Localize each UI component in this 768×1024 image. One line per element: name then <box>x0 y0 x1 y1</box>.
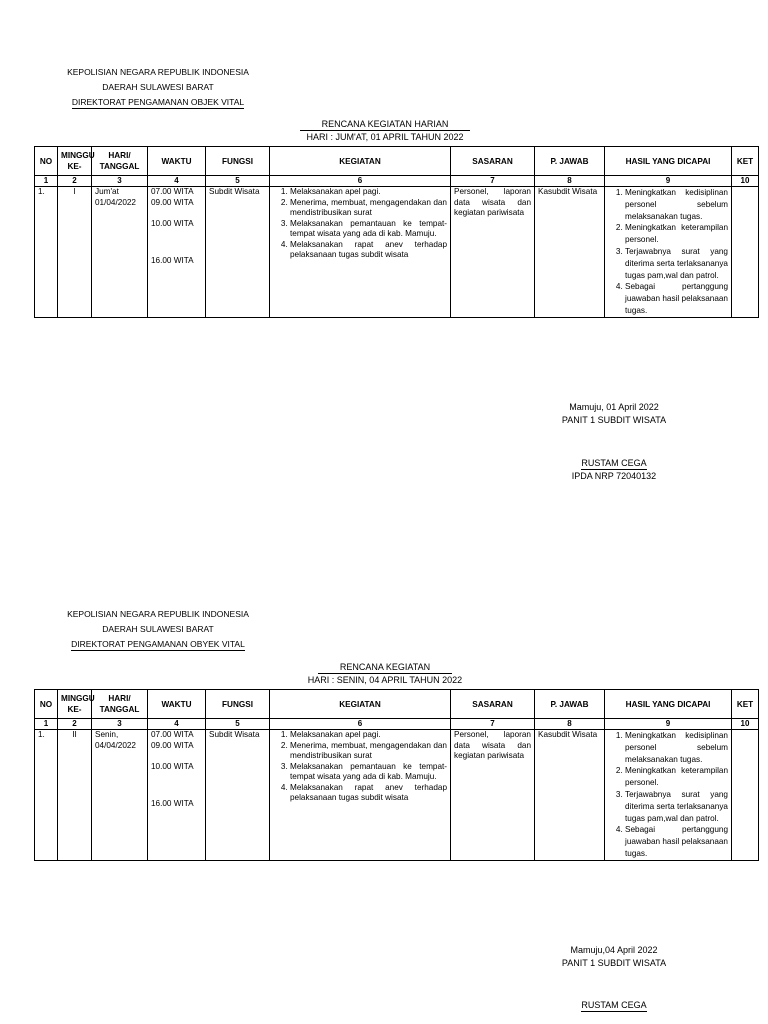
col-number: 6 <box>270 176 451 187</box>
header-hasil: HASIL YANG DICAPAI <box>605 147 732 176</box>
document-title-block <box>280 118 490 144</box>
hasil-item: 1. Meningkatkan kedisiplinan personel sebelum melaksanakan tugas. <box>625 187 728 222</box>
sign-name: RUSTAM CEGA <box>581 1000 647 1010</box>
header-no: NO <box>35 147 58 176</box>
kegiatan-item: 3. Melaksanakan pemantauan ke tempat-tempat wisata yang ada di kab. Mamuju. <box>290 219 447 240</box>
waktu-item: 09.00 WITA <box>151 740 194 750</box>
org-header <box>58 65 258 110</box>
kegiatan-item: 2. Menerima, membuat, mengagendakan dan mendistribusikan surat <box>290 741 447 762</box>
org-header <box>58 607 258 652</box>
header-sasaran: SASARAN <box>451 147 535 176</box>
table-row <box>35 187 759 318</box>
col-number: 6 <box>270 719 451 730</box>
col-number: 9 <box>605 719 732 730</box>
col-number: 5 <box>206 176 270 187</box>
cell-fungsi: Subdit Wisata <box>206 187 270 318</box>
kegiatan-item: 1. Melaksanakan apel pagi. <box>290 187 447 198</box>
col-number: 5 <box>206 719 270 730</box>
waktu-item: 10.00 WITA <box>151 762 194 771</box>
cell-hasil <box>605 730 732 861</box>
header-pjawab: P. JAWAB <box>535 690 605 719</box>
hasil-item: 2. Meningkatkan keterampilan personel. <box>625 222 728 246</box>
org-line-directorate: DIREKTORAT PENGAMANAN OBJEK VITAL <box>71 97 245 107</box>
col-number: 10 <box>732 176 759 187</box>
signature-block <box>540 401 688 483</box>
signature-block <box>540 944 688 1012</box>
hasil-item: 4. Sebagai pertanggung juawaban hasil pelaksanaan tugas. <box>625 824 728 859</box>
document-subtitle: HARI : JUM'AT, 01 APRIL TAHUN 2022 <box>306 132 464 142</box>
sign-place-date: Mamuju,04 April 2022 <box>570 945 658 955</box>
cell-tanggal: 01/04/2022 <box>95 197 136 207</box>
cell-ket <box>732 730 759 861</box>
kegiatan-item: 4. Melaksanakan rapat anev terhadap pelaksanaan tugas subdit wisata <box>290 240 447 261</box>
hasil-item: 2. Meningkatkan keterampilan personel. <box>625 765 728 789</box>
col-number: 3 <box>92 719 148 730</box>
sign-name: RUSTAM CEGA <box>581 458 647 468</box>
kegiatan-item: 4. Melaksanakan rapat anev terhadap pelaksanaan tugas subdit wisata <box>290 783 447 804</box>
document-title: RENCANA KEGIATAN <box>318 661 452 674</box>
hasil-item: 1. Meningkatkan kedisiplinan personel sebelum melaksanakan tugas. <box>625 730 728 765</box>
col-number: 4 <box>148 719 206 730</box>
sign-place-date: Mamuju, 01 April 2022 <box>569 402 659 412</box>
header-ket: KET <box>732 147 759 176</box>
cell-waktu <box>148 730 206 861</box>
col-number: 8 <box>535 719 605 730</box>
org-line-region: DAERAH SULAWESI BARAT <box>102 624 214 634</box>
table-row <box>35 730 759 861</box>
cell-minggu: I <box>58 187 92 318</box>
cell-pjawab: Kasubdit Wisata <box>535 187 605 318</box>
header-fungsi: FUNGSI <box>206 147 270 176</box>
org-line-police: KEPOLISIAN NEGARA REPUBLIK INDONESIA <box>67 609 249 619</box>
cell-sasaran: Personel, laporan data wisata dan kegiatan pariwisata <box>451 730 535 861</box>
cell-sasaran: Personel, laporan data wisata dan kegiatan pariwisata <box>451 187 535 318</box>
col-number: 9 <box>605 176 732 187</box>
cell-waktu <box>148 187 206 318</box>
cell-no: 1. <box>35 730 58 861</box>
sign-rank: IPDA NRP 72040132 <box>571 471 657 481</box>
header-kegiatan: KEGIATAN <box>270 690 451 719</box>
col-number: 10 <box>732 719 759 730</box>
sign-position: PANIT 1 SUBDIT WISATA <box>561 958 667 968</box>
header-pjawab: P. JAWAB <box>535 147 605 176</box>
org-line-directorate: DIREKTORAT PENGAMANAN OBYEK VITAL <box>71 639 245 649</box>
cell-pjawab: Kasubdit Wisata <box>535 730 605 861</box>
column-number-row <box>35 176 759 187</box>
cell-hari: Jum'at <box>95 187 119 196</box>
activity-table <box>34 146 759 318</box>
col-number: 8 <box>535 176 605 187</box>
col-number: 7 <box>451 176 535 187</box>
cell-no: 1. <box>35 187 58 318</box>
document-subtitle: HARI : SENIN, 04 APRIL TAHUN 2022 <box>307 675 463 685</box>
col-number: 7 <box>451 719 535 730</box>
header-hari-tanggal: HARI/ TANGGAL <box>92 690 148 719</box>
column-number-row <box>35 719 759 730</box>
cell-minggu: II <box>58 730 92 861</box>
header-waktu: WAKTU <box>148 147 206 176</box>
col-number: 2 <box>58 719 92 730</box>
header-fungsi: FUNGSI <box>206 690 270 719</box>
cell-hari: Senin, <box>95 730 119 739</box>
header-ket: KET <box>732 690 759 719</box>
hasil-item: 4. Sebagai pertanggung juawaban hasil pelaksanaan tugas. <box>625 281 728 316</box>
cell-ket <box>732 187 759 318</box>
header-waktu: WAKTU <box>148 690 206 719</box>
document-title: RENCANA KEGIATAN HARIAN <box>300 118 471 131</box>
org-line-region: DAERAH SULAWESI BARAT <box>102 82 214 92</box>
org-line-police: KEPOLISIAN NEGARA REPUBLIK INDONESIA <box>67 67 249 77</box>
cell-tanggal: 04/04/2022 <box>95 740 136 750</box>
waktu-item: 16.00 WITA <box>151 798 194 808</box>
header-hari-tanggal: HARI/ TANGGAL <box>92 147 148 176</box>
header-no: NO <box>35 690 58 719</box>
header-kegiatan: KEGIATAN <box>270 147 451 176</box>
waktu-item: 09.00 WITA <box>151 197 194 207</box>
hasil-item: 3. Terjawabnya surat yang diterima serta terlaksananya tugas pam,wal dan patrol. <box>625 246 728 281</box>
waktu-item: 07.00 WITA <box>151 187 194 196</box>
kegiatan-item: 3. Melaksanakan pemantauan ke tempat-tempat wisata yang ada di kab. Mamuju. <box>290 762 447 783</box>
waktu-item: 16.00 WITA <box>151 255 194 265</box>
header-minggu: MINGGU KE- <box>58 690 92 719</box>
document-title-block <box>280 661 490 687</box>
col-number: 4 <box>148 176 206 187</box>
kegiatan-item: 1. Melaksanakan apel pagi. <box>290 730 447 741</box>
waktu-item: 10.00 WITA <box>151 219 194 228</box>
col-number: 2 <box>58 176 92 187</box>
cell-hari-tanggal <box>92 730 148 861</box>
header-hasil: HASIL YANG DICAPAI <box>605 690 732 719</box>
col-number: 1 <box>35 719 58 730</box>
activity-table <box>34 689 759 861</box>
waktu-item: 07.00 WITA <box>151 730 194 739</box>
cell-fungsi: Subdit Wisata <box>206 730 270 861</box>
col-number: 1 <box>35 176 58 187</box>
hasil-item: 3. Terjawabnya surat yang diterima serta terlaksananya tugas pam,wal dan patrol. <box>625 789 728 824</box>
cell-kegiatan <box>270 730 451 861</box>
col-number: 3 <box>92 176 148 187</box>
cell-hasil <box>605 187 732 318</box>
kegiatan-item: 2. Menerima, membuat, mengagendakan dan mendistribusikan surat <box>290 198 447 219</box>
sign-position: PANIT 1 SUBDIT WISATA <box>561 415 667 425</box>
header-minggu: MINGGU KE- <box>58 147 92 176</box>
cell-hari-tanggal <box>92 187 148 318</box>
header-sasaran: SASARAN <box>451 690 535 719</box>
cell-kegiatan <box>270 187 451 318</box>
